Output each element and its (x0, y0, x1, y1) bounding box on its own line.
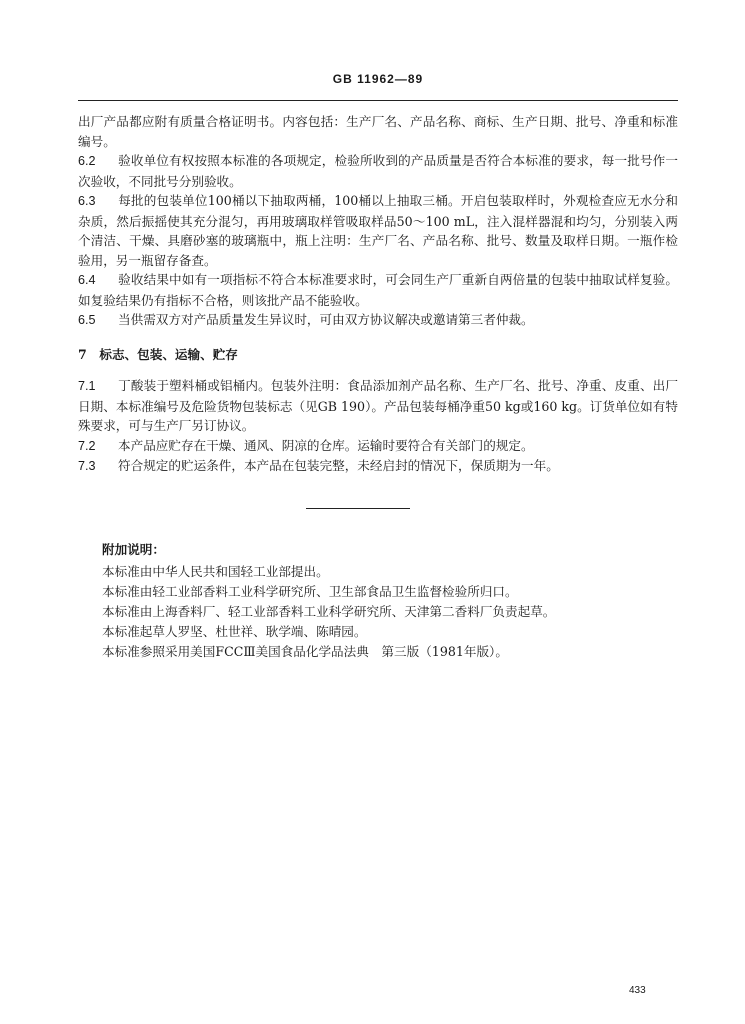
clause-6-4 (78, 270, 678, 310)
end-separator-line (306, 508, 410, 509)
document-body (78, 112, 678, 477)
clause-number: 6.4 (78, 273, 96, 287)
clause-6-3 (78, 191, 678, 270)
notes-line: 本标准由中华人民共和国轻工业部提出。 (102, 564, 329, 579)
clause-number: 6.5 (78, 313, 96, 327)
clause-6-2 (78, 151, 678, 191)
notes-line: 本标准由上海香料厂、轻工业部香料工业科学研究所、天津第二香料厂负责起草。 (102, 604, 556, 619)
clause-7-3 (78, 456, 678, 477)
clause-number: 6.2 (78, 154, 96, 168)
clause-text: 当供需双方对产品质量发生异议时，可由双方协议解决或邀请第三者仲裁。 (118, 312, 534, 327)
clause-text: 验收单位有权按照本标准的各项规定，检验所收到的产品质量是否符合本标准的要求，每一批号作一次验收，不同批号分别验收。 (78, 153, 678, 189)
clause-number: 7.1 (78, 379, 96, 393)
clause-number: 7.2 (78, 438, 96, 453)
clause-number: 6.3 (78, 194, 96, 208)
notes-title: 附加说明： (102, 542, 165, 557)
clause-text: 本产品应贮存在干燥、通风、阴凉的仓库。运输时要符合有关部门的规定。 (118, 437, 534, 453)
clause-6-5 (78, 310, 678, 331)
notes-line: 本标准起草人罗坚、杜世祥、耿学端、陈晴园。 (102, 624, 367, 639)
clause-number: 7.3 (78, 459, 96, 473)
clause-text: 丁酸装于塑料桶或铝桶内。包装外注明：食品添加剂产品名称、生产厂名、批号、净重、皮重、出厂日期、本标准编号及危险货物包装标志（见GB 190）。产品包装每桶净重50 kg或160 kg。订货单位如有特殊要求，可与生产厂另订协议。 (78, 378, 678, 433)
page-number: 433 (629, 985, 646, 996)
clause-text: 每批的包装单位100桶以下抽取两桶，100桶以上抽取三桶。开启包装取样时，外观检查应无水分和杂质，然后振摇使其充分混匀，再用玻璃取样管吸取样品50～100 mL，注入混样器混和均匀，分别装入两个清洁、干燥、具磨砂塞的玻璃瓶中，瓶上注明：生产厂名、产品名称、批号、数量及取样日期。一瓶作检验用，另一瓶留存备查。 (78, 193, 678, 268)
standard-code: GB 11962—89 (332, 72, 424, 86)
clause-7-2 (78, 436, 678, 457)
page-header (78, 72, 678, 86)
clause-text: 符合规定的贮运条件，本产品在包装完整，未经启封的情况下，保质期为一年。 (118, 458, 559, 473)
notes-line: 本标准由轻工业部香料工业科学研究所、卫生部食品卫生监督检验所归口。 (102, 584, 518, 599)
clause-text: 验收结果中如有一项指标不符合本标准要求时，可会同生产厂重新自两倍量的包装中抽取试样复验。如复验结果仍有指标不合格，则该批产品不能验收。 (78, 272, 678, 308)
header-rule (78, 100, 678, 101)
additional-notes (102, 540, 662, 662)
clause-7-1 (78, 376, 678, 436)
section-7-heading: 7 标志、包装、运输、贮存 (78, 346, 238, 362)
intro-paragraph: 出厂产品都应附有质量合格证明书。内容包括：生产厂名、产品名称、商标、生产日期、批号、净重和标准编号。 (78, 114, 678, 149)
notes-line: 本标准参照采用美国FCCⅢ美国食品化学品法典 第三版（1981年版）。 (102, 644, 508, 659)
